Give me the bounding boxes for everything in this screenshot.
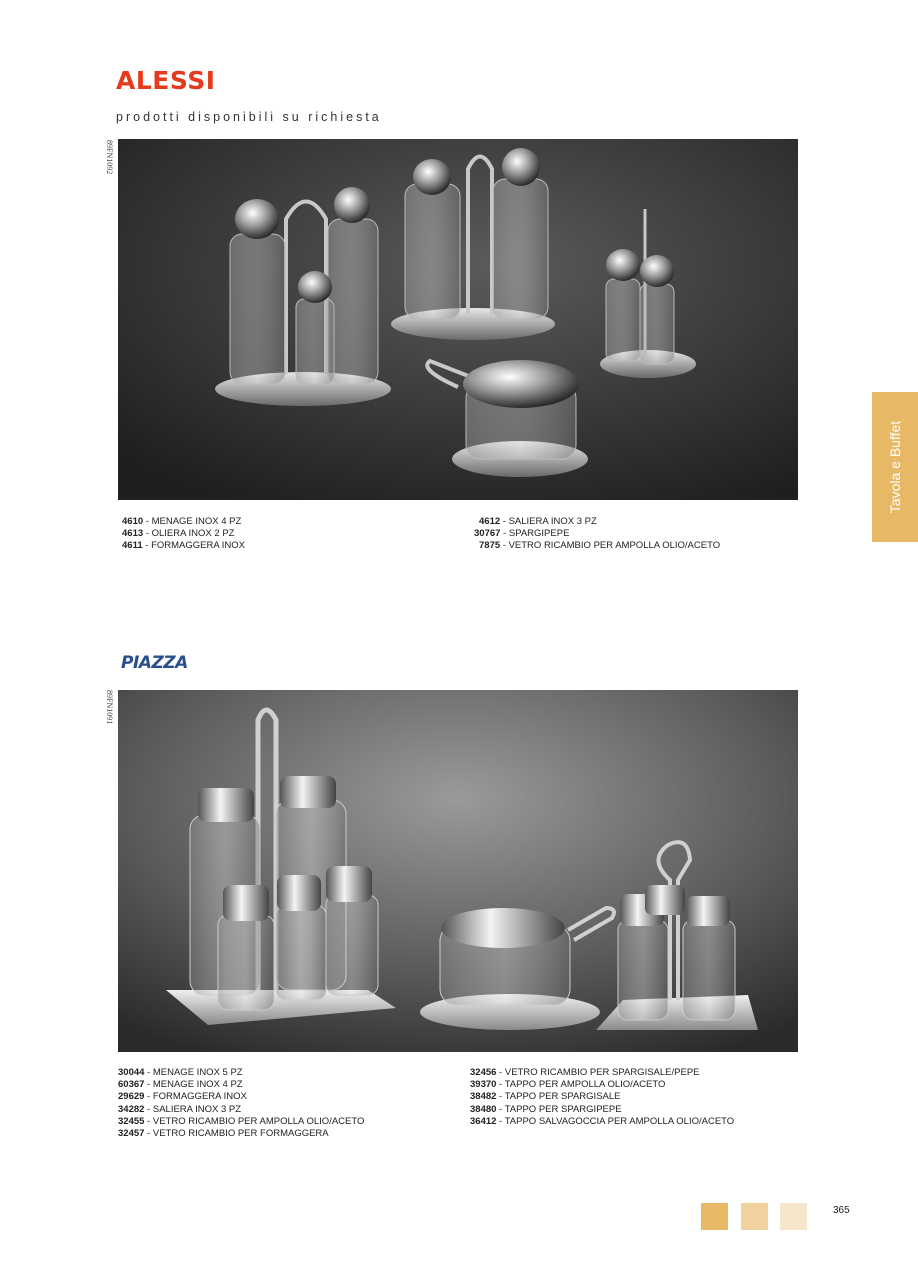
product-desc: - VETRO RICAMBIO PER SPARGISALE/PEPE <box>496 1067 700 1078</box>
product-desc: - MENAGE INOX 5 PZ <box>144 1067 243 1078</box>
product-code: 4611 <box>122 540 143 552</box>
product-desc: - TAPPO PER SPARGISALE <box>496 1091 621 1103</box>
caption-line <box>470 1067 734 1079</box>
caption-line <box>470 1079 734 1091</box>
product-desc: - FORMAGGERA INOX <box>142 540 246 552</box>
photo-code-1: 89FN1092 <box>105 140 114 175</box>
product-desc: - VETRO RICAMBIO PER AMPOLLA OLIO/ACETO <box>144 1115 365 1127</box>
captions-alessi-left <box>122 516 245 553</box>
product-desc: - SALIERA INOX 3 PZ <box>144 1103 242 1115</box>
captions-alessi-right <box>474 516 720 553</box>
piazza-logo: PIAZZA <box>121 653 188 673</box>
caption-line <box>474 516 720 528</box>
product-code: 7875 <box>479 540 501 552</box>
product-code: 34282 <box>118 1103 145 1115</box>
caption-line <box>474 540 720 552</box>
product-code: 32456 <box>470 1067 497 1078</box>
caption-line <box>470 1116 734 1128</box>
caption-line <box>118 1067 364 1079</box>
product-photo-alessi <box>118 139 798 500</box>
caption-line <box>122 516 245 528</box>
page-number: 365 <box>833 1205 850 1216</box>
product-photo-piazza <box>118 690 798 1052</box>
product-desc: - OLIERA INOX 2 PZ <box>143 528 235 540</box>
page-subtitle: prodotti disponibili su richiesta <box>116 110 382 124</box>
caption-line <box>118 1079 364 1091</box>
caption-line <box>470 1104 734 1116</box>
caption-line <box>118 1116 364 1128</box>
product-code: 30044 <box>118 1067 145 1078</box>
product-code: 4613 <box>122 528 144 540</box>
caption-line <box>122 540 245 552</box>
photo-code-2: 89FN1091 <box>105 690 114 725</box>
product-desc: - TAPPO SALVAGOCCIA PER AMPOLLA OLIO/ACETO <box>496 1115 735 1127</box>
caption-line <box>470 1091 734 1103</box>
captions-piazza-left <box>118 1067 364 1140</box>
product-desc: - SALIERA INOX 3 PZ <box>500 516 597 527</box>
product-desc: - TAPPO PER AMPOLLA OLIO/ACETO <box>496 1079 666 1091</box>
section-tab-label: Tavola e Buffet <box>887 420 903 514</box>
product-code: 30767 <box>474 528 501 540</box>
caption-line <box>474 528 720 540</box>
product-desc: - TAPPO PER SPARGIPEPE <box>496 1103 622 1115</box>
product-desc: - SPARGIPEPE <box>500 528 570 540</box>
product-code: 36412 <box>470 1115 497 1127</box>
product-code: 39370 <box>470 1079 497 1091</box>
caption-line <box>118 1128 364 1140</box>
product-code: 38482 <box>470 1091 497 1103</box>
product-code: 4612 <box>479 516 501 527</box>
caption-line <box>118 1091 364 1103</box>
product-code: 32457 <box>118 1128 145 1140</box>
color-swatch <box>741 1203 768 1230</box>
product-code: 32455 <box>118 1115 145 1127</box>
section-tab <box>872 392 918 542</box>
caption-line <box>122 528 245 540</box>
product-code: 60367 <box>118 1079 145 1091</box>
color-swatch <box>701 1203 728 1230</box>
product-code: 38480 <box>470 1103 497 1115</box>
caption-line <box>118 1104 364 1116</box>
alessi-logo: ALESSI <box>116 66 216 95</box>
product-desc: - MENAGE INOX 4 PZ <box>144 1079 243 1091</box>
color-swatch <box>780 1203 807 1230</box>
product-code: 29629 <box>118 1091 145 1103</box>
captions-piazza-right <box>470 1067 734 1128</box>
product-code: 4610 <box>122 516 144 527</box>
product-desc: - VETRO RICAMBIO PER FORMAGGERA <box>144 1128 329 1140</box>
product-desc: - MENAGE INOX 4 PZ <box>143 516 242 527</box>
product-desc: - VETRO RICAMBIO PER AMPOLLA OLIO/ACETO <box>500 540 721 552</box>
product-desc: - FORMAGGERA INOX <box>144 1091 247 1103</box>
